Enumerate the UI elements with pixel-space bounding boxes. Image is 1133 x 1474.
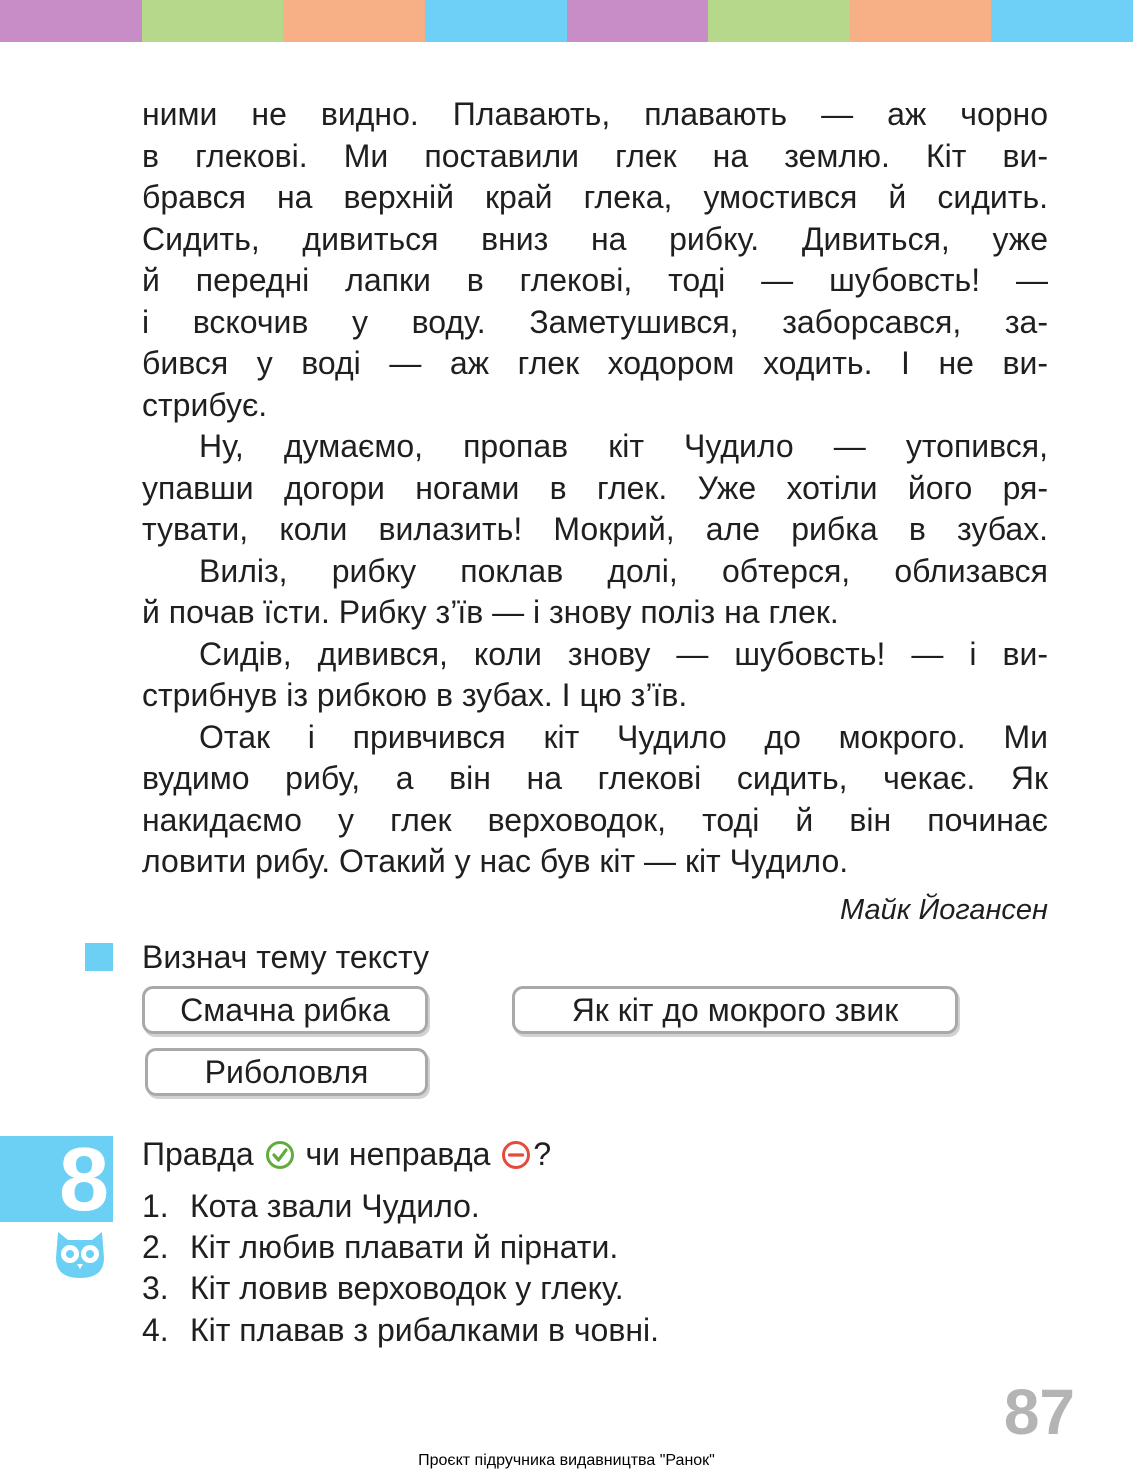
story-line: тувати, коли вилазить! Мокрий, але рибка в зубах. [142,511,1048,547]
statement-number: 4. [142,1312,169,1348]
color-stripe [567,0,709,42]
theme-option-tasty-fish[interactable]: Смачна рибка [142,986,428,1034]
story-line: ловити рибу. Отакий у нас був кіт — кіт Чудило. [142,843,849,879]
color-stripe [283,0,425,42]
story-line: й почав їсти. Рибку з’їв — і знову поліз на глек. [142,594,839,630]
owl-icon [52,1228,108,1280]
story-line: Сидів, дивився, коли знову — шубовсть! — і ви- [199,635,1048,672]
or-false-label: чи неправда [305,1136,491,1172]
story-line: вудимо рибу, а він на глекові сидить, чекає. Як [142,760,1048,796]
statement-text: Кіт ловив верховодок у глеку. [190,1270,624,1306]
statement-text: Кіт плавав з рибалками в човні. [190,1312,660,1348]
story-line: й передні лапки в глекові, тоді — шубовсть! — [142,262,1048,298]
exercise-number: 8 [58,1130,109,1230]
story-line: Ну, думаємо, пропав кіт Чудило — утопився, [199,428,1048,464]
story-line: накидаємо у глек верховодок, тоді й він починає [142,801,1048,838]
task-title: Визнач тему тексту [142,939,430,975]
statement-text: Кота звали Чудило. [190,1188,480,1224]
color-stripe [0,0,142,42]
question-mark: ? [533,1136,552,1172]
exercise-number-tab [0,1130,113,1230]
color-stripe [708,0,850,42]
story-line: Сидить, дивиться вниз на рибку. Дивиться, уже [142,220,1048,257]
statement-item [142,1227,618,1267]
statement-number: 1. [142,1188,169,1224]
top-color-stripes [0,0,1133,42]
statement-number: 2. [142,1229,169,1265]
color-stripe [991,0,1133,42]
theme-option-fishing[interactable]: Риболовля [145,1048,428,1096]
story-line: Виліз, рибку поклав долі, обтерся, облизався [199,552,1048,589]
statement-item [142,1310,659,1350]
story-line: бився у воді — аж глек ходором ходить. І не ви- [142,345,1048,381]
story-line: стрибує. [142,386,268,423]
story-line: ними не видно. Плавають, плавають — аж чорно [142,96,1048,132]
minus-circle-icon [501,1140,531,1170]
color-stripe [850,0,992,42]
page-number: 87 [1003,1376,1075,1448]
story-line: брався на верхній край глека, умостився й сидить. [142,179,1048,215]
check-circle-icon [265,1140,295,1170]
statement-number: 3. [142,1270,169,1306]
story-text [142,94,1048,931]
statement-item [142,1186,480,1226]
story-line: Отак і привчився кіт Чудило до мокрого. Ми [199,718,1048,755]
true-false-title [142,1133,551,1175]
task-square-marker [85,943,113,971]
theme-option-cat-got-used-to-water[interactable]: Як кіт до мокрого звик [512,986,958,1034]
story-line: в глекові. Ми поставили глек на землю. Кіт ви- [142,137,1048,174]
story-line: стрибнув із рибкою в зубах. І цю з’їв. [142,677,688,713]
story-line: і вскочив у воду. Заметушився, заборсався, за- [142,303,1048,340]
statement-item [142,1268,624,1308]
publisher-footer: Проєкт підручника видавництва "Ранок" [418,1452,715,1469]
color-stripe [142,0,284,42]
true-label: Правда [142,1136,254,1172]
color-stripe [425,0,567,42]
story-line: упавши догори ногами в глек. Уже хотіли його ря- [142,469,1048,506]
story-author: Майк Йогансен [839,893,1048,926]
statement-text: Кіт любив плавати й пірнати. [190,1229,619,1265]
